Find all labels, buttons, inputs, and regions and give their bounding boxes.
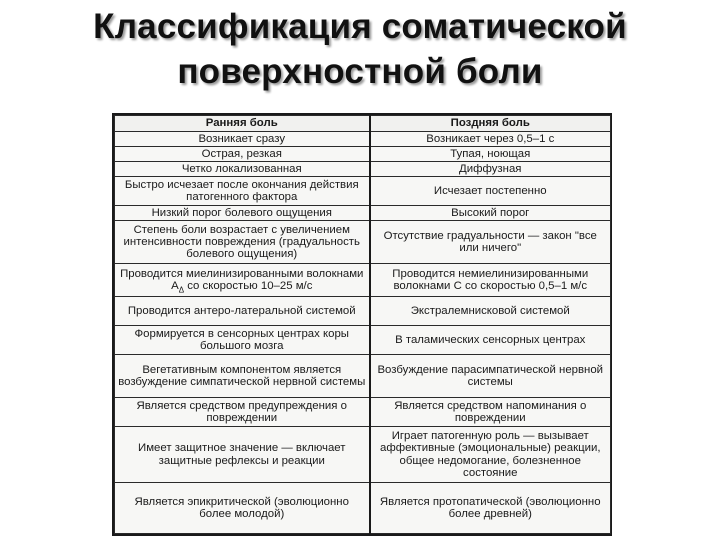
late-cell: Диффузная (370, 162, 611, 177)
table-row (115, 132, 611, 147)
early-cell (115, 264, 370, 297)
table-row (115, 483, 611, 534)
late-cell: Является средством напоминания о повреждении (370, 398, 611, 427)
late-cell: Тупая, ноющая (370, 147, 611, 162)
table-header-row (115, 116, 611, 132)
late-cell: Отсутствие градуальности — закон "все или ничего" (370, 221, 611, 264)
early-cell: Является эпикритической (эволюционно более молодой) (115, 483, 370, 534)
title-line-1: Классификация соматической (93, 7, 627, 46)
pain-classification-table (112, 113, 612, 536)
early-cell: Низкий порог болевого ощущения (115, 206, 370, 221)
early-cell: Степень боли возрастает с увеличением интенсивности повреждения (градуальность болевого ощущения) (115, 221, 370, 264)
early-cell: Быстро исчезает после окончания действия патогенного фактора (115, 177, 370, 206)
table-row (115, 427, 611, 483)
table-row (115, 264, 611, 297)
late-cell: Высокий порог (370, 206, 611, 221)
slide-title (0, 4, 720, 94)
title-line-2: поверхностной боли (177, 52, 543, 91)
early-cell: Имеет защитное значение — включает защитные рефлексы и реакции (115, 427, 370, 483)
late-cell: В таламических сенсорных центрах (370, 326, 611, 355)
early-cell: Четко локализованная (115, 162, 370, 177)
early-cell: Возникает сразу (115, 132, 370, 147)
header-late-pain: Поздняя боль (370, 116, 611, 132)
table-row (115, 147, 611, 162)
late-cell: Возбуждение парасимпатической нервной системы (370, 355, 611, 398)
table-row (115, 177, 611, 206)
early-cell: Формируется в сенсорных центрах коры большого мозга (115, 326, 370, 355)
early-cell: Острая, резкая (115, 147, 370, 162)
table-row (115, 297, 611, 326)
late-cell: Проводится немиелинизированными волокнами C со скоростью 0,5–1 м/с (370, 264, 611, 297)
late-cell: Возникает через 0,5–1 с (370, 132, 611, 147)
early-cell: Является средством предупреждения о повреждении (115, 398, 370, 427)
early-cell: Проводится антеро-латеральной системой (115, 297, 370, 326)
late-cell: Исчезает постепенно (370, 177, 611, 206)
late-cell: Экстралемнисковой системой (370, 297, 611, 326)
table-row (115, 221, 611, 264)
table-row (115, 326, 611, 355)
late-cell: Является протопатической (эволюционно более древней) (370, 483, 611, 534)
early-text-post: со скоростью 10–25 м/с (184, 280, 313, 292)
early-cell: Вегетативным компонентом является возбуждение симпатической нервной системы (115, 355, 370, 398)
header-early-pain: Ранняя боль (115, 116, 370, 132)
table-row (115, 398, 611, 427)
early-text-pre: Проводится миелинизированными волокнами A (120, 267, 364, 292)
table-row (115, 206, 611, 221)
table-row (115, 162, 611, 177)
late-cell: Играет патогенную роль — вызывает аффективные (эмоциональные) реакции, общее недомогание, болезненное состояние (370, 427, 611, 483)
table-row (115, 355, 611, 398)
comparison-table (114, 115, 611, 534)
fiber-subscript: Δ (178, 285, 185, 295)
